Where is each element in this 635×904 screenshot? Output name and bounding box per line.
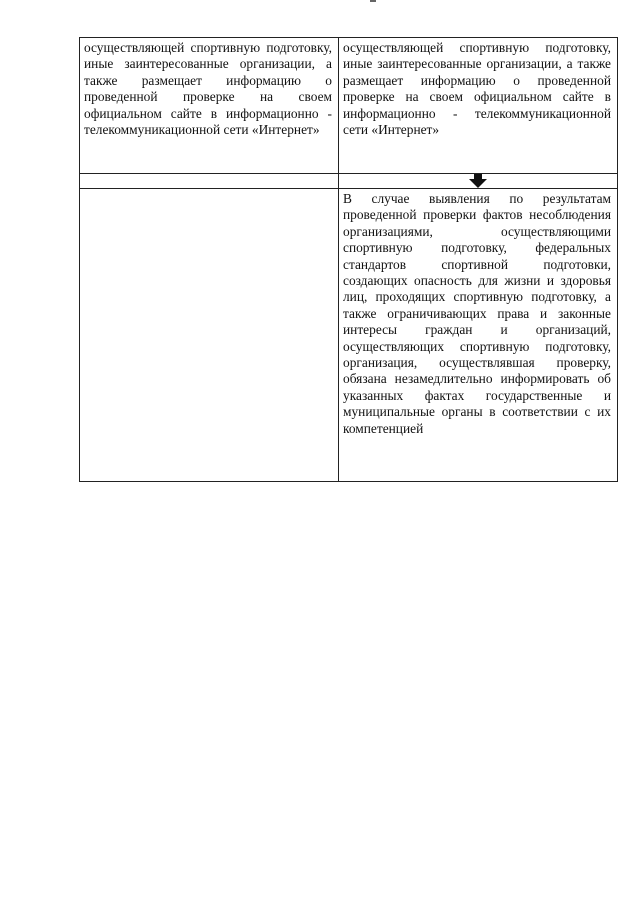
table-cell-left (80, 174, 339, 189)
table-row (80, 38, 618, 174)
table-cell-right (339, 174, 618, 189)
arrow-down-icon (468, 174, 488, 188)
table-cell-left (80, 38, 339, 174)
table-row (80, 189, 618, 482)
table-row-arrow (80, 174, 618, 189)
cell-text: В случае выявления по результатам проведенной проверки фактов несоблюдения организациями, осуществляющими спортивную подготовку, федеральных стандартов спортивной подготовки, создающих опасность для жизни и здоровья лиц, проходящих спортивную подготовку, а также ограничивающих права и законные интересы граждан и организаций, осуществляющих спортивную подготовку, организация, осуществлявшая проверку, обязана незамедлительно информировать об указанных фактах государственные и муниципальные органы в соответствии с их компетенцией (343, 191, 611, 436)
procedure-table (79, 37, 618, 482)
table-cell-right (339, 189, 618, 482)
page-number-mark (370, 0, 376, 2)
cell-text: осуществляющей спортивную подготовку, иные заинтересованные организации, а также размещает информацию о проведенной проверке на своем официальном сайте в информационно - телекоммуникационной сети «Интернет» (84, 40, 332, 138)
table-cell-left (80, 189, 339, 482)
table-cell-right (339, 38, 618, 174)
cell-text: осуществляющей спортивную подготовку, иные заинтересованные организации, а также размещает информацию о проведенной проверке на своем официальном сайте в информационно - телекоммуникационной сети «Интернет» (343, 40, 611, 138)
